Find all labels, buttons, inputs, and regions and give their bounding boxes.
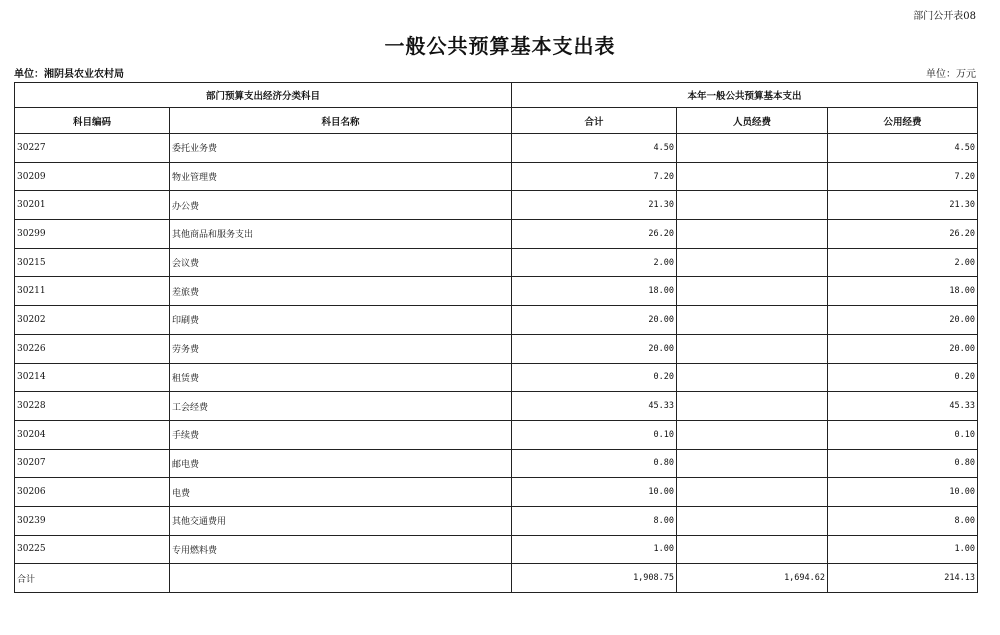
cell-personnel <box>677 334 828 363</box>
cell-total: 0.80 <box>512 449 677 478</box>
cell-code: 30215 <box>15 248 170 277</box>
column-header-name: 科目名称 <box>170 108 512 134</box>
cell-public: 45.33 <box>828 392 978 421</box>
cell-personnel <box>677 449 828 478</box>
cell-total: 26.20 <box>512 220 677 249</box>
cell-total: 8.00 <box>512 506 677 535</box>
cell-public: 0.20 <box>828 363 978 392</box>
cell-total: 10.00 <box>512 478 677 507</box>
cell-code: 30204 <box>15 420 170 449</box>
table-row <box>15 506 978 535</box>
cell-code: 30211 <box>15 277 170 306</box>
cell-public: 0.10 <box>828 420 978 449</box>
cell-personnel <box>677 363 828 392</box>
total-personnel: 1,694.62 <box>677 564 828 593</box>
cell-name: 电费 <box>170 478 512 507</box>
cell-personnel <box>677 220 828 249</box>
cell-total: 1.00 <box>512 535 677 564</box>
cell-personnel <box>677 392 828 421</box>
cell-code: 30214 <box>15 363 170 392</box>
cell-name: 其他商品和服务支出 <box>170 220 512 249</box>
total-public: 214.13 <box>828 564 978 593</box>
cell-name: 租赁费 <box>170 363 512 392</box>
group-header-economic-classification: 部门预算支出经济分类科目 <box>15 83 512 108</box>
cell-code: 30239 <box>15 506 170 535</box>
cell-name: 专用燃料费 <box>170 535 512 564</box>
cell-code: 30202 <box>15 306 170 335</box>
cell-public: 8.00 <box>828 506 978 535</box>
table-row <box>15 191 978 220</box>
table-row <box>15 478 978 507</box>
cell-total: 2.00 <box>512 248 677 277</box>
table-body <box>15 134 978 593</box>
cell-public: 0.80 <box>828 449 978 478</box>
cell-code: 30299 <box>15 220 170 249</box>
table-row <box>15 449 978 478</box>
page-title: 一般公共预算基本支出表 <box>384 34 616 58</box>
budget-table <box>14 82 978 593</box>
table-row <box>15 277 978 306</box>
cell-public: 2.00 <box>828 248 978 277</box>
cell-personnel <box>677 134 828 163</box>
table-row <box>15 363 978 392</box>
table-row <box>15 248 978 277</box>
column-header-code: 科目编码 <box>15 108 170 134</box>
cell-public: 20.00 <box>828 306 978 335</box>
cell-name: 委托业务费 <box>170 134 512 163</box>
cell-personnel <box>677 191 828 220</box>
cell-code: 30226 <box>15 334 170 363</box>
cell-total: 21.30 <box>512 191 677 220</box>
cell-personnel <box>677 478 828 507</box>
table-row <box>15 334 978 363</box>
cell-public: 1.00 <box>828 535 978 564</box>
cell-total: 7.20 <box>512 162 677 191</box>
column-header-total: 合计 <box>512 108 677 134</box>
cell-total: 20.00 <box>512 306 677 335</box>
table-row <box>15 420 978 449</box>
cell-personnel <box>677 248 828 277</box>
cell-public: 20.00 <box>828 334 978 363</box>
table-column-header-row <box>15 108 978 134</box>
table-row <box>15 134 978 163</box>
currency-unit-label: 单位：万元 <box>926 69 976 80</box>
table-row <box>15 392 978 421</box>
cell-name: 会议费 <box>170 248 512 277</box>
cell-personnel <box>677 506 828 535</box>
cell-name: 办公费 <box>170 191 512 220</box>
department-unit-label: 单位：湘阴县农业农村局 <box>14 69 124 80</box>
cell-total: 45.33 <box>512 392 677 421</box>
group-header-basic-expenditure: 本年一般公共预算基本支出 <box>512 83 978 108</box>
cell-public: 10.00 <box>828 478 978 507</box>
cell-name: 印刷费 <box>170 306 512 335</box>
cell-personnel <box>677 420 828 449</box>
cell-public: 18.00 <box>828 277 978 306</box>
form-number: 部门公开表08 <box>913 11 976 22</box>
cell-code: 30228 <box>15 392 170 421</box>
cell-total: 0.10 <box>512 420 677 449</box>
cell-code: 30206 <box>15 478 170 507</box>
table-row <box>15 306 978 335</box>
cell-name: 手续费 <box>170 420 512 449</box>
cell-code: 30225 <box>15 535 170 564</box>
table-total-row <box>15 564 978 593</box>
cell-personnel <box>677 162 828 191</box>
cell-total: 0.20 <box>512 363 677 392</box>
cell-personnel <box>677 277 828 306</box>
table-row <box>15 220 978 249</box>
table-row <box>15 535 978 564</box>
cell-name: 工会经费 <box>170 392 512 421</box>
cell-personnel <box>677 535 828 564</box>
cell-public: 21.30 <box>828 191 978 220</box>
cell-total: 20.00 <box>512 334 677 363</box>
total-label: 合计 <box>15 564 170 593</box>
cell-name: 其他交通费用 <box>170 506 512 535</box>
cell-public: 7.20 <box>828 162 978 191</box>
cell-name: 邮电费 <box>170 449 512 478</box>
cell-code: 30227 <box>15 134 170 163</box>
cell-total: 18.00 <box>512 277 677 306</box>
cell-name: 物业管理费 <box>170 162 512 191</box>
cell-code: 30207 <box>15 449 170 478</box>
cell-public: 4.50 <box>828 134 978 163</box>
cell-personnel <box>677 306 828 335</box>
cell-code: 30201 <box>15 191 170 220</box>
table-row <box>15 162 978 191</box>
table-group-header-row <box>15 83 978 108</box>
column-header-personnel: 人员经费 <box>677 108 828 134</box>
total-name <box>170 564 512 593</box>
column-header-public: 公用经费 <box>828 108 978 134</box>
cell-name: 劳务费 <box>170 334 512 363</box>
total-sum: 1,908.75 <box>512 564 677 593</box>
cell-total: 4.50 <box>512 134 677 163</box>
cell-public: 26.20 <box>828 220 978 249</box>
cell-code: 30209 <box>15 162 170 191</box>
cell-name: 差旅费 <box>170 277 512 306</box>
